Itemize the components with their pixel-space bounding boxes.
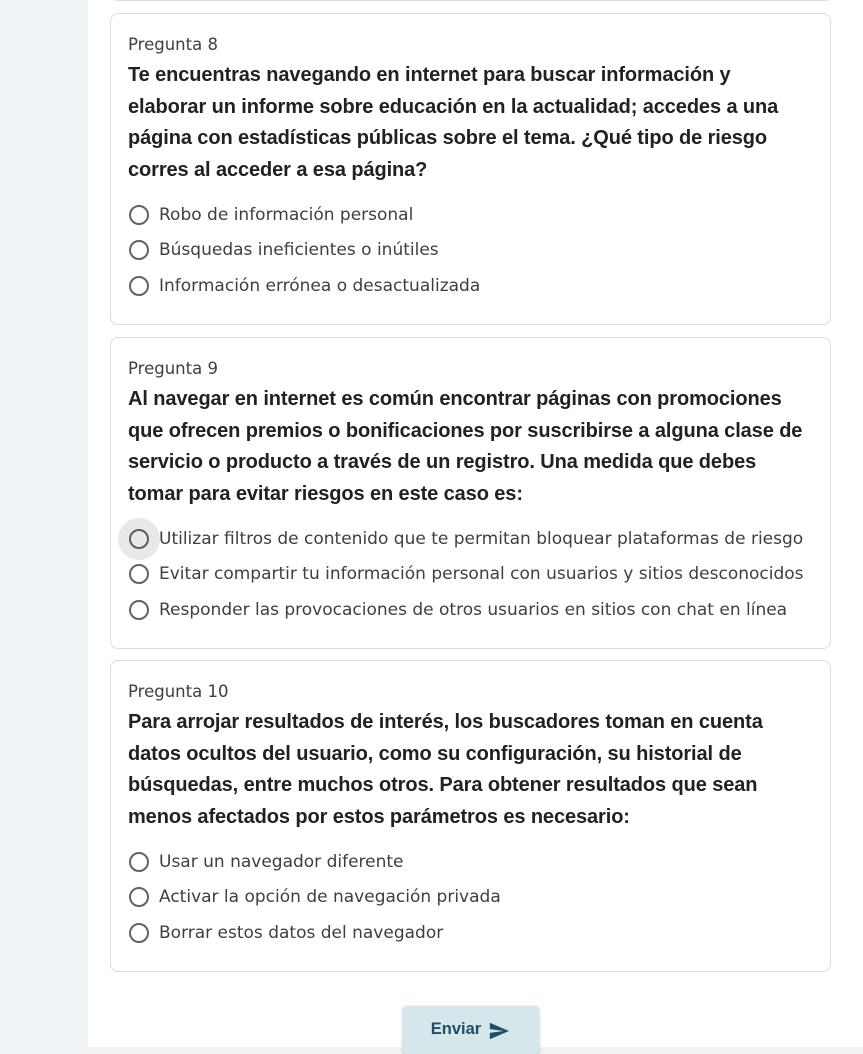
radio-button[interactable] <box>129 529 149 549</box>
option-label[interactable]: Responder las provocaciones de otros usuarios en sitios con chat en línea <box>159 599 788 620</box>
question-number: Pregunta 10 <box>128 682 229 701</box>
radio-button[interactable] <box>129 852 149 872</box>
quiz-form <box>88 0 863 1047</box>
option-row[interactable] <box>128 879 813 915</box>
left-margin <box>0 0 88 1047</box>
option-row[interactable] <box>128 592 813 628</box>
option-label[interactable]: Usar un navegador diferente <box>159 851 404 872</box>
option-label[interactable]: Búsquedas ineficientes o inútiles <box>159 240 439 261</box>
radio-button[interactable] <box>129 887 149 907</box>
option-row[interactable] <box>128 915 813 951</box>
radio-button[interactable] <box>129 276 149 296</box>
option-row[interactable] <box>128 556 813 592</box>
option-row[interactable] <box>128 844 813 880</box>
question-number: Pregunta 9 <box>128 359 218 378</box>
option-label[interactable]: Borrar estos datos del navegador <box>159 922 444 943</box>
question-text: Al navegar en internet es común encontrar páginas con promociones que ofrecen premios o bonificaciones por suscribirse a alguna clase de servicio o producto a través de un registro. Una medida que debes tomar para evitar riesgos en este caso es: <box>128 388 803 506</box>
question-text: Te encuentras navegando en internet para buscar información y elaborar un informe sobre educación en la actualidad; accedes a una página con estadísticas públicas sobre el tema. ¿Qué tipo de riesgo corres al acceder a esa página? <box>128 64 779 182</box>
option-row[interactable] <box>128 232 813 268</box>
option-row[interactable] <box>128 521 813 557</box>
radio-button[interactable] <box>129 205 149 225</box>
question-text: Para arrojar resultados de interés, los buscadores toman en cuenta datos ocultos del usuario, como su configuración, su historial de búsquedas, entre muchos otros. Para obtener resultados que sean menos afectados por estos parámetros es necesario: <box>128 711 763 829</box>
send-icon <box>487 1020 511 1042</box>
question-card-10 <box>110 660 831 972</box>
option-label[interactable]: Activar la opción de navegación privada <box>159 887 501 908</box>
radio-button[interactable] <box>129 923 149 943</box>
submit-label: Enviar <box>430 1020 482 1038</box>
radio-button[interactable] <box>129 600 149 620</box>
option-label[interactable]: Evitar compartir tu información personal con usuarios y sitios desconocidos <box>159 564 804 585</box>
option-row[interactable] <box>128 268 813 304</box>
question-card-9 <box>110 337 831 649</box>
question-card-8 <box>110 13 831 325</box>
radio-button[interactable] <box>129 564 149 584</box>
option-label[interactable]: Información errónea o desactualizada <box>159 275 481 296</box>
radio-button[interactable] <box>129 240 149 260</box>
option-row[interactable] <box>128 197 813 233</box>
previous-question-card <box>110 0 833 1</box>
question-number: Pregunta 8 <box>128 35 218 54</box>
option-label[interactable]: Utilizar filtros de contenido que te permitan bloquear plataformas de riesgo <box>159 528 804 549</box>
option-label[interactable]: Robo de información personal <box>159 204 414 225</box>
